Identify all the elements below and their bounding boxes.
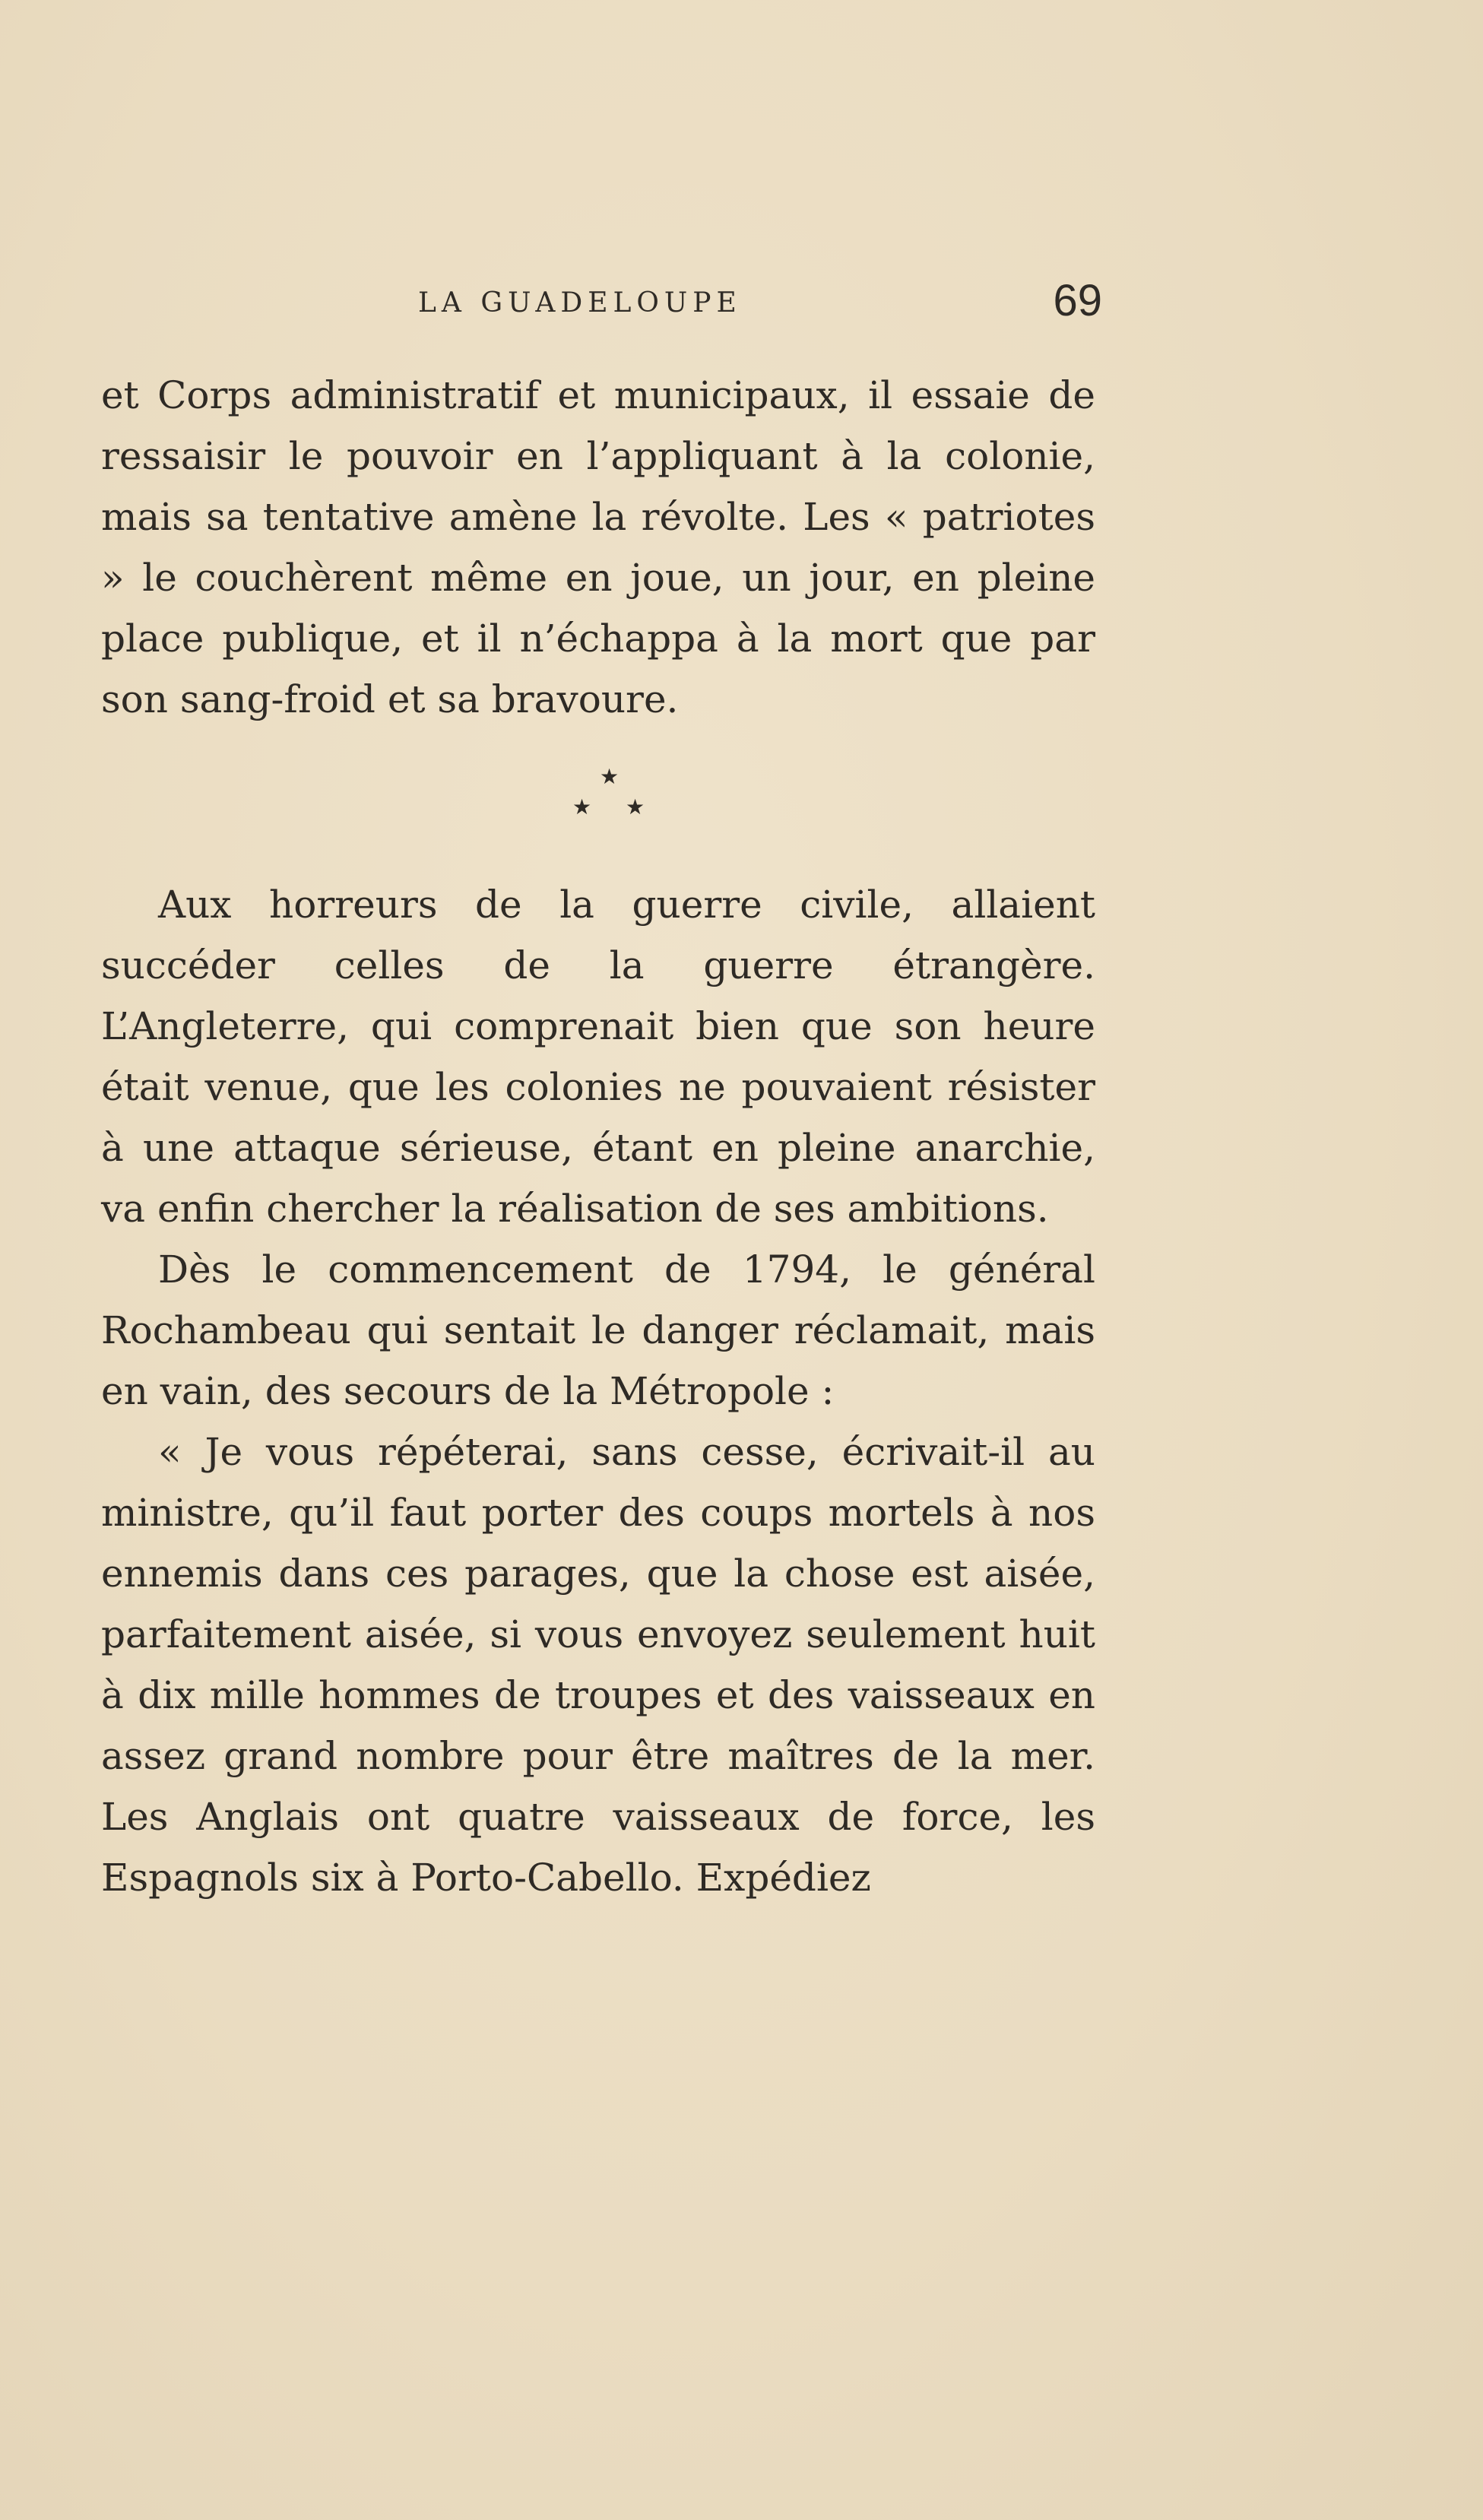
paragraph-2: Aux horreurs de la guerre civile, allaient succéder celles de la guerre étrangère. L’Angleterre, qui comprenait bien que son heure était venue, que les colonies ne pouvaient résister à une attaque sérieuse, étant en pleine anarchie, va enfin chercher la réalisation de ses ambitions. [101,883,1095,1231]
paragraph-4: « Je vous répéterai, sans cesse, écrivait-il au ministre, qu’il faut porter des coups mortels à nos ennemis dans ces parages, que la chose est aisée, parfaitement aisée, si vous envoyez seulement huit à dix mille hommes de troupes et des vaisseaux en assez grand nombre pour être maîtres de la mer. Les Anglais ont quatre vaisseaux de force, les Espagnols six à Porto-Cabello. Expédiez [101,1430,1095,1900]
paragraph-3: Dès le commencement de 1794, le général Rochambeau qui sentait le danger réclamait, mais en vain, des secours de la Métropole : [101,1247,1095,1413]
page-header [99,274,1102,334]
star-icon: ★ [600,764,620,789]
paragraph-1: et Corps administratif et municipaux, il essaie de ressaisir le pouvoir en l’appliquant à la colonie, mais sa tentative amène la révolte. Les « patriotes » le couchèrent même en joue, un jour, en pleine place publique, et il n’échappa à la mort que par son sang-froid et sa bravoure. [101,373,1095,721]
star-icon: ★ [626,794,645,819]
body-text [101,365,1095,1908]
running-title: LA GUADELOUPE [418,287,742,319]
asterism-separator [101,730,1095,874]
star-icon: ★ [572,794,592,819]
page-number: 69 [1053,276,1102,325]
